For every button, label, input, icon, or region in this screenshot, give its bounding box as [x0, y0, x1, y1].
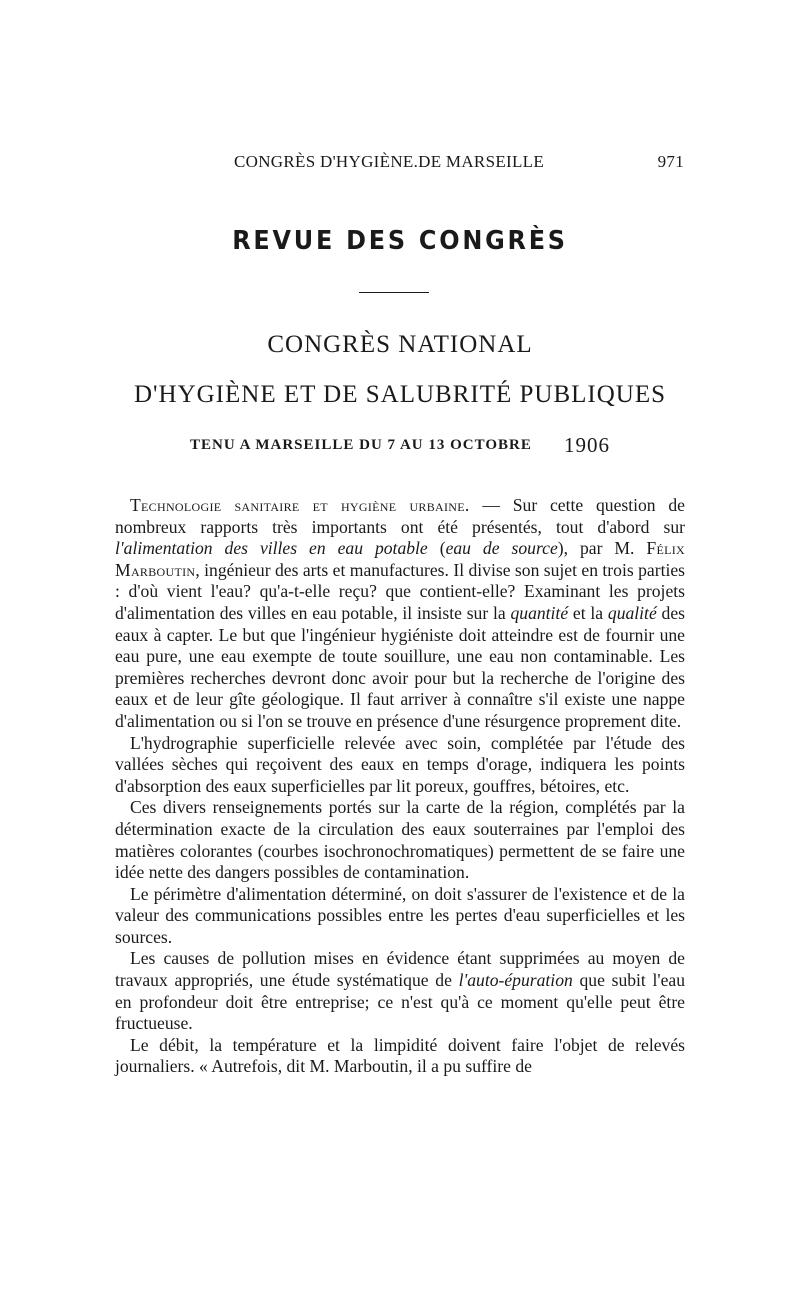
text-run: , ingénieur des arts et manufactures. Il divise son sujet en trois parties : d'où vient l'eau? qu'a-t-elle reçu? que contient-elle? Examinant les projets d'alimentation des villes en eau potable, il insiste sur la — [115, 559, 685, 623]
text-run: que subit l'eau en profondeur doit être entreprise; ce n'est qu'à ce moment qu'elle peut être fructueuse. — [115, 970, 685, 1034]
section-heading: Technologie sanitaire et hygiène urbaine. — [130, 495, 470, 515]
text-run: et la — [568, 602, 608, 623]
article-body — [115, 495, 685, 1078]
running-head — [228, 152, 684, 176]
italic-run: quantité — [510, 602, 569, 623]
congress-title-line1: CONGRÈS NATIONAL — [267, 331, 533, 358]
text-run: — Sur cette question de nombreux rapports très importants ont été présentés, tout d'abord sur — [115, 495, 685, 537]
running-head-title: CONGRÈS D'HYGIÈNE.DE MARSEILLE — [234, 152, 545, 171]
congress-title-line2: D'HYGIÈNE ET DE SALUBRITÉ PUBLIQUES — [133, 381, 667, 408]
paragraph-4: Le périmètre d'alimentation déterminé, on doit s'assurer de l'existence et de la valeur des communications possibles entre les pertes d'eau superficielles et les sources. — [115, 883, 685, 947]
paragraph-6: Le débit, la température et la limpidité doivent faire l'objet de relevés journaliers. « Autrefois, dit M. Marboutin, il a pu suffire de — [115, 1034, 685, 1077]
italic-run: l'alimentation des villes en eau potable — [115, 538, 428, 559]
text-run: ( — [427, 538, 446, 559]
congress-year: 1906 — [564, 433, 610, 457]
page-number: 971 — [657, 152, 684, 171]
author-name: Félix Marboutin — [115, 538, 686, 580]
title-rule — [359, 292, 429, 293]
paragraph-2: L'hydrographie superficielle relevée avec soin, complétée par l'étude des vallées sèches qui reçoivent des eaux en temps d'orage, indiquera les points d'absorption des eaux superficielles par lit poreux, gouffres, bétoires, etc. — [115, 732, 685, 796]
congress-held: TENU A MARSEILLE DU 7 AU 13 OCTOBRE — [190, 437, 532, 453]
text-run: Les causes de pollution mises en évidence étant supprimées au moyen de travaux appropriés, une étude systématique de — [115, 948, 685, 991]
paragraph-5 — [115, 948, 685, 1034]
italic-run: qualité — [607, 602, 657, 623]
text-run: des eaux à capter. Le but que l'ingénieur hygiéniste doit atteindre est de fournir une eau pure, une eau exempte de toute souillure, une eau non contaminable. Les premières recherches devront donc avoir pour but la recherche de l'origine des eaux et de leur gîte géologique. Il faut arriver à connaître s'il existe une nappe d'alimentation ou si l'on se trouve en présence d'une résurgence proprement dite. — [115, 602, 686, 731]
italic-run: l'auto-épuration — [458, 970, 573, 991]
text-run: ), par M. — [557, 538, 647, 559]
congress-dates — [190, 434, 610, 460]
paragraph-1 — [115, 495, 685, 733]
section-title: REVUE DES CONGRÈS — [232, 226, 568, 256]
italic-run: eau de source — [445, 538, 558, 559]
paragraph-3: Ces divers renseignements portés sur la carte de la région, complétés par la détermination exacte de la circulation des eaux souterraines par l'emploi des matières colorantes (courbes isochronochromatiques) permettent de se faire une idée nette des dangers possibles de contamination. — [115, 797, 685, 883]
